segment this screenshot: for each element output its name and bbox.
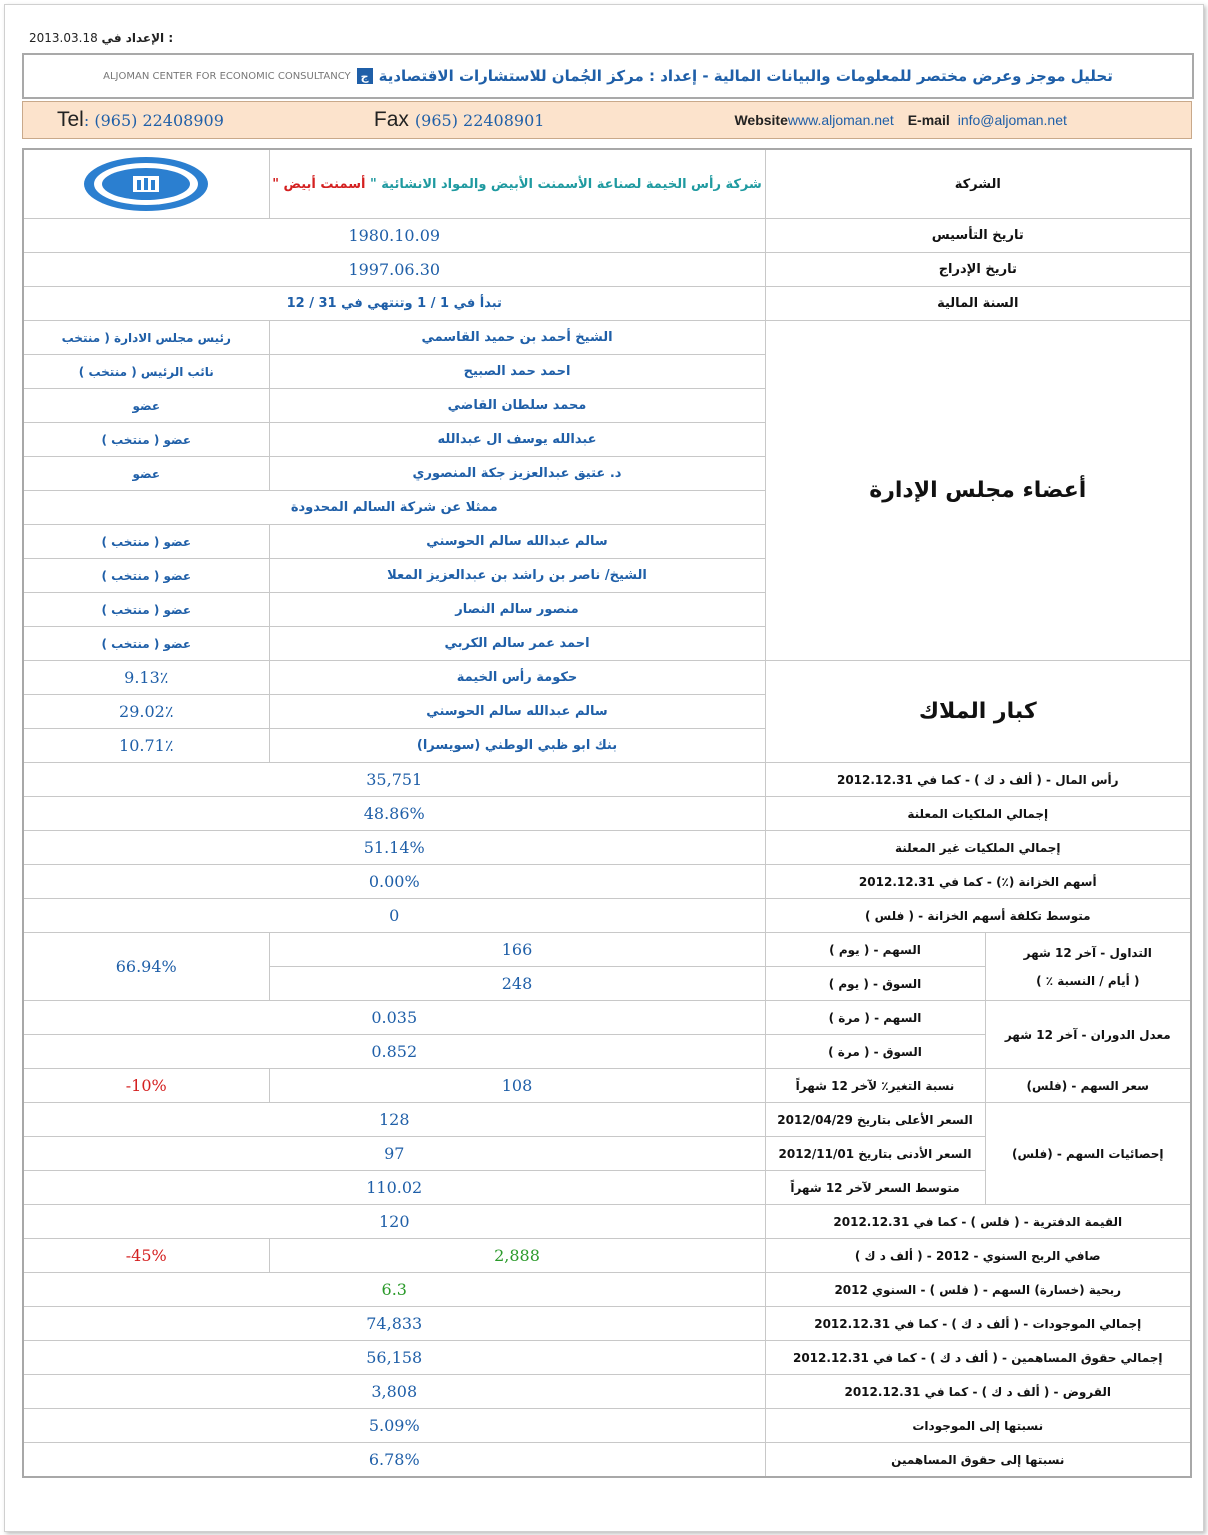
price-label: سعر السهم - (فلس) [985,1069,1191,1103]
owner-pct: 29.02٪ [23,695,269,729]
company-name [269,149,765,219]
assets-label: إجمالي الموجودات - ( ألف د ك ) - كما في 2012.12.31 [765,1307,1191,1341]
company-logo-cell [23,149,269,219]
board-position: عضو ( منتخب ) [23,423,269,457]
board-member-name: منصور سالم النصار [269,593,765,627]
listing-label: تاريخ الإدراج [765,253,1191,287]
board-position: نائب الرئيس ( منتخب ) [23,355,269,389]
board-member-name: سالم عبدالله سالم الحوسني [269,525,765,559]
website-label: Website [734,112,788,128]
stats-low-value: 97 [23,1137,765,1171]
email-label: E-mail [907,112,950,128]
undeclared-value: 51.14% [23,831,765,865]
turnover-stock-label: السهم - ( مرة ) [765,1001,985,1035]
board-member-name: عبدالله يوسف ال عبدالله [269,423,765,457]
prepared-date-line [29,31,173,45]
fiscal-label: السنة المالية [765,287,1191,321]
turnover-label: معدل الدوران - آخر 12 شهر [985,1001,1191,1069]
loans-assets-value: 5.09% [23,1409,765,1443]
owner-name: سالم عبدالله سالم الحوسني [269,695,765,729]
eps-label: ربحية (خسارة) السهم - ( فلس ) - السنوي 2012 [765,1273,1191,1307]
trading-label: التداول - آخر 12 شهر [1023,945,1152,960]
turnover-market-value: 0.852 [23,1035,765,1069]
profit-row [23,1239,1191,1273]
aljoman-logo-icon: ج [357,68,373,84]
email-link[interactable]: info@aljoman.net [957,112,1067,128]
capital-value: 35,751 [23,763,765,797]
owner-name: حكومة رأس الخيمة [269,661,765,695]
book-label: القيمة الدفترية - ( فلس ) - كما في 2012.12.31 [765,1205,1191,1239]
board-member-name: محمد سلطان القاضي [269,389,765,423]
price-row [23,1069,1191,1103]
price-value: 108 [269,1069,765,1103]
board-position: عضو [23,457,269,491]
board-member-name: احمد حمد الصبيح [269,355,765,389]
contact-bar [22,101,1192,139]
loans-equity-label: نسبتها إلى حقوق المساهمين [765,1443,1191,1478]
tel-label: Tel [57,108,84,131]
book-value: 120 [23,1205,765,1239]
banner-title: تحليل موجز وعرض مختصر للمعلومات والبيانات المالية - إعداد : مركز الجُمان للاستشارات الاقتصادية [378,67,1113,85]
trading-label-cell [985,933,1191,1001]
board-member-name: الشيخ/ ناصر بن راشد بن عبدالعزيز المعلا [269,559,765,593]
listing-value: 1997.06.30 [23,253,765,287]
fax-value: (965) 22408901 [414,110,545,130]
report-banner [22,53,1194,99]
company-label: الشركة [765,149,1191,219]
board-member-name: احمد عمر سالم الكربي [269,627,765,661]
stats-avg-label: متوسط السعر لآخر 12 شهراً [765,1171,985,1205]
declared-value: 48.86% [23,797,765,831]
owner-pct: 9.13٪ [23,661,269,695]
trading-market-label: السوق - ( يوم ) [765,967,985,1001]
trading-ratio: 66.94% [23,933,269,1001]
board-member-name: د. عتيق عبدالعزيز جكة المنصوري [269,457,765,491]
trading-sublabel: ( أيام / النسبة ٪ ) [1036,973,1140,988]
board-label: أعضاء مجلس الإدارة [765,321,1191,661]
declared-label: إجمالي الملكيات المعلنة [765,797,1191,831]
treasury-cost-label: متوسط تكلفة أسهم الخزانة - ( فلس ) [765,899,1191,933]
stats-row [23,1103,1191,1137]
fiscal-value: تبدأ في 1 / 1 وتنتهي في 31 / 12 [23,287,765,321]
price-change: -10% [23,1069,269,1103]
prepared-label: الإعداد في : [101,31,174,45]
profit-change: -45% [23,1239,269,1273]
loans-label: القروض - ( ألف د ك ) - كما في 2012.12.31 [765,1375,1191,1409]
company-short-name: أسمنت أبيض " [272,176,366,192]
price-change-label: نسبة التغير٪ لآخر 12 شهراً [765,1069,985,1103]
profit-label: صافي الربح السنوي - 2012 - ( ألف د ك ) [765,1239,1191,1273]
trading-row [23,933,1191,967]
board-position: عضو ( منتخب ) [23,525,269,559]
treasury-cost-value: 0 [23,899,765,933]
banner-english: ALJOMAN CENTER FOR ECONOMIC CONSULTANCY [103,70,351,82]
owner-name: بنك ابو ظبي الوطني (سويسرا) [269,729,765,763]
fax-label: Fax [373,108,409,131]
stats-high-label: السعر الأعلى بتاريخ 2012/04/29 [765,1103,985,1137]
equity-value: 56,158 [23,1341,765,1375]
turnover-row [23,1001,1191,1035]
equity-label: إجمالي حقوق المساهمين - ( ألف د ك ) - كما في 2012.12.31 [765,1341,1191,1375]
loans-value: 3,808 [23,1375,765,1409]
founding-value: 1980.10.09 [23,219,765,253]
board-represented: ممثلا عن شركة السالم المحدودة [23,491,765,525]
company-name-full: شركة رأس الخيمة لصناعة الأسمنت الأبيض والمواد الانشائية " [369,176,762,192]
company-info-table [22,148,1192,1478]
company-row [23,149,1191,219]
treasury-value: 0.00% [23,865,765,899]
eps-value: 6.3 [23,1273,765,1307]
trading-stock-label: السهم - ( يوم ) [765,933,985,967]
board-row [23,321,1191,355]
stats-avg-value: 110.02 [23,1171,765,1205]
loans-equity-value: 6.78% [23,1443,765,1478]
founding-label: تاريخ التأسيس [765,219,1191,253]
turnover-market-label: السوق - ( مرة ) [765,1035,985,1069]
board-position: عضو ( منتخب ) [23,559,269,593]
board-position: عضو [23,389,269,423]
board-position: رئيس مجلس الادارة ( منتخب [23,321,269,355]
board-position: عضو ( منتخب ) [23,593,269,627]
owners-label: كبار الملاك [765,661,1191,763]
stats-label: إحصائيات السهم - (فلس) [985,1103,1191,1205]
prepared-date: 2013.03.18 [29,31,98,45]
board-position: عضو ( منتخب ) [23,627,269,661]
company-logo-gear-icon [24,154,269,214]
turnover-stock-value: 0.035 [23,1001,765,1035]
capital-label: رأس المال - ( ألف د ك ) - كما في 2012.12.31 [765,763,1191,797]
owner-row [23,661,1191,695]
profit-value: 2,888 [269,1239,765,1273]
loans-assets-label: نسبتها إلى الموجودات [765,1409,1191,1443]
trading-stock-value: 166 [269,933,765,967]
owner-pct: 10.71٪ [23,729,269,763]
assets-value: 74,833 [23,1307,765,1341]
tel-value: : (965) 22408909 [83,110,224,130]
trading-market-value: 248 [269,967,765,1001]
stats-high-value: 128 [23,1103,765,1137]
board-member-name: الشيخ أحمد بن حميد القاسمي [269,321,765,355]
undeclared-label: إجمالي الملكيات غير المعلنة [765,831,1191,865]
website-link[interactable]: www.aljoman.net [787,112,894,128]
treasury-label: أسهم الخزانة (٪) - كما في 2012.12.31 [765,865,1191,899]
stats-low-label: السعر الأدنى بتاريخ 2012/11/01 [765,1137,985,1171]
